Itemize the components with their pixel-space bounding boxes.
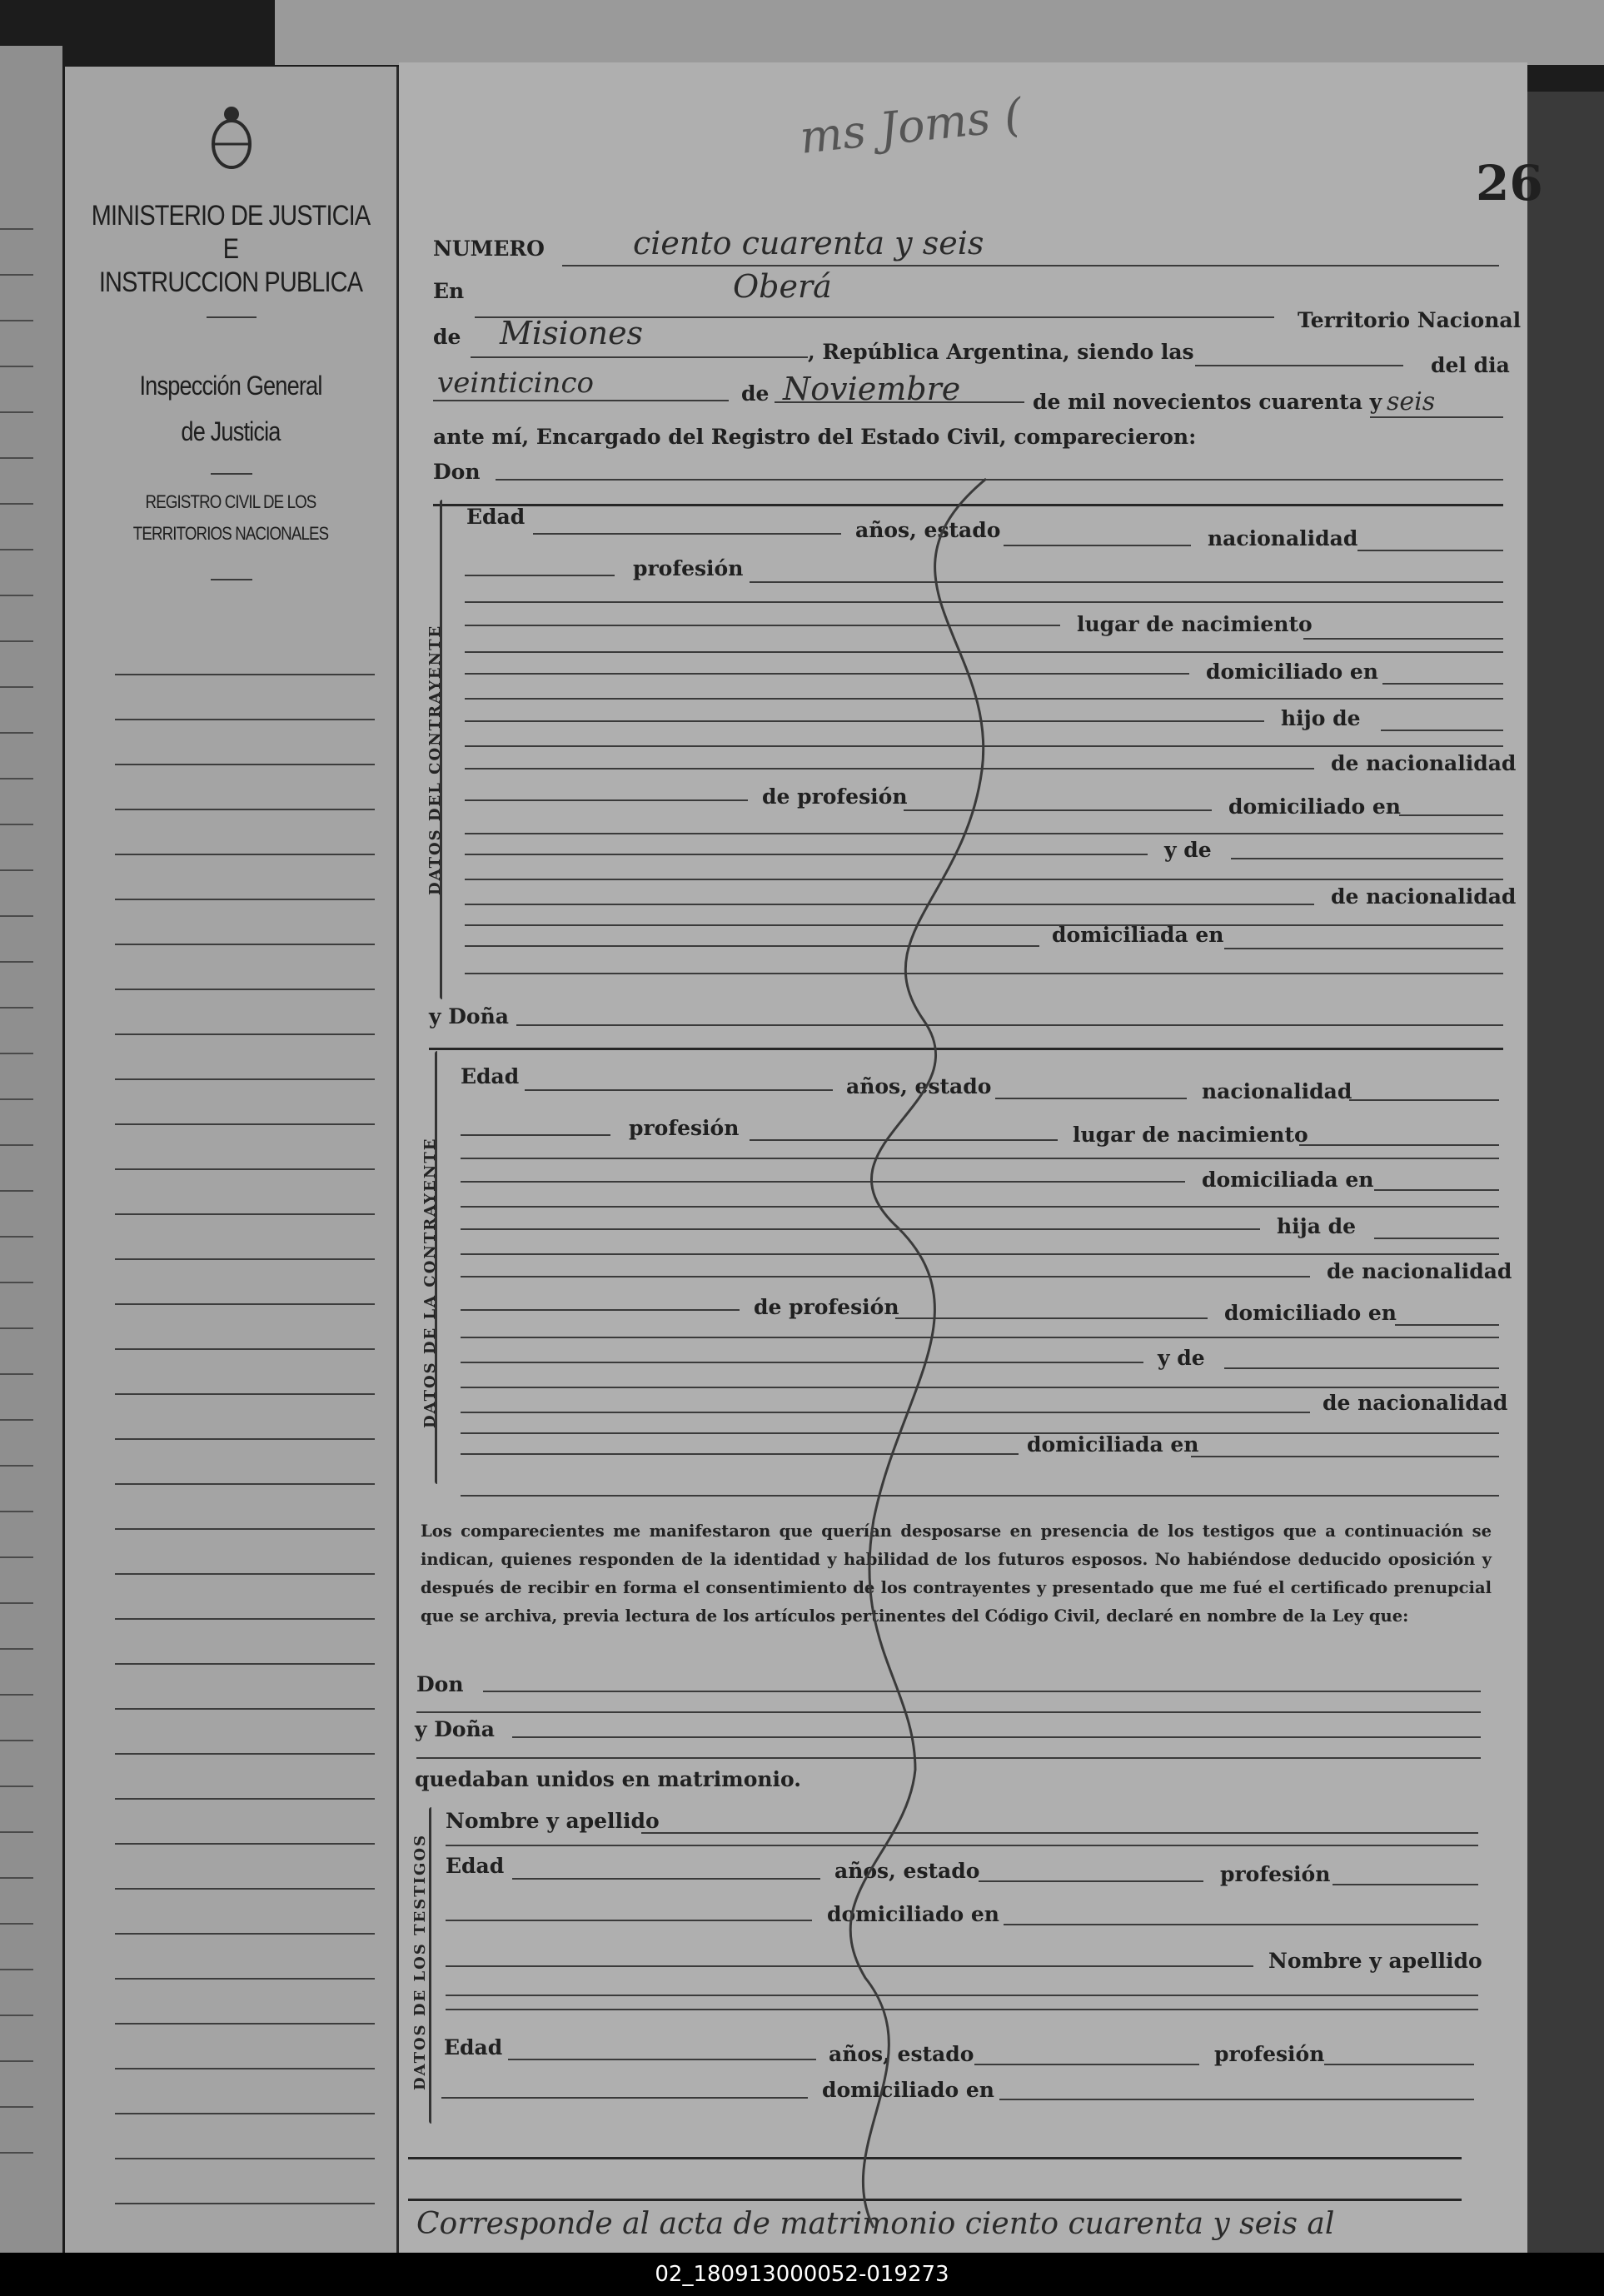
quedaban-label: quedaban unidos en matrimonio. xyxy=(415,1767,801,1791)
hija-de-label: hija de xyxy=(1277,1214,1357,1238)
hijo-de-label: hijo de xyxy=(1281,706,1361,730)
en-value: Oberá xyxy=(733,268,832,305)
bottom-handwritten-note: Corresponde al acta de matrimonio ciento cuarenta y seis al xyxy=(416,2207,1335,2241)
ministry-line-1: MINISTERIO DE JUSTICIA xyxy=(91,200,371,232)
testigo-anos-estado-label: años, estado xyxy=(834,1859,980,1883)
nacionalidad-label-2: nacionalidad xyxy=(1202,1079,1352,1103)
nombre-apellido-label: Nombre y apellido xyxy=(446,1809,660,1833)
domiciliado-en-label-2: domiciliado en xyxy=(1228,794,1401,819)
contrayente-side-label: DATOS DEL CONTRAYENTE xyxy=(426,624,444,895)
testigo-edad-label-2: Edad xyxy=(444,2035,503,2059)
profesion-label: profesión xyxy=(633,556,744,580)
de-nacionalidad-label-4: de nacionalidad xyxy=(1323,1391,1508,1415)
y-dona-label: y Doña xyxy=(429,1004,509,1028)
numero-value: ciento cuarenta y seis xyxy=(633,225,984,261)
inspection-line-2: de Justicia xyxy=(181,416,281,446)
left-header-panel xyxy=(65,67,399,2253)
domiciliada-en-label-3: domiciliada en xyxy=(1027,1432,1199,1457)
lugar-nacimiento-label-2: lugar de nacimiento xyxy=(1073,1123,1308,1147)
footer-caption: 02_180913000052-019273 xyxy=(0,2253,1604,2296)
page-right-edge xyxy=(1527,92,1604,2257)
inspection-line-1: Inspección General xyxy=(139,371,322,401)
de-nacionalidad-label: de nacionalidad xyxy=(1331,751,1517,775)
domiciliado-en-label-3: domiciliado en xyxy=(1224,1301,1397,1325)
registry-line-2: TERRITORIOS NACIONALES xyxy=(132,523,329,544)
de-profesion-label: de profesión xyxy=(762,784,908,809)
left-page-edge xyxy=(0,46,62,2253)
edad-label: Edad xyxy=(466,505,526,529)
ruled-lines xyxy=(65,650,396,2249)
republica-label: , República Argentina, siendo las xyxy=(808,340,1194,364)
nombre-apellido-label-2: Nombre y apellido xyxy=(1268,1949,1482,1973)
testigo-domiciliado-label: domiciliado en xyxy=(827,1902,999,1926)
testigos-side-label: DATOS DE LOS TESTIGOS xyxy=(411,1833,429,2090)
del-dia-label: del dia xyxy=(1431,353,1510,377)
edad-label-2: Edad xyxy=(461,1064,520,1088)
domiciliada-en-label: domiciliada en xyxy=(1052,923,1224,947)
lugar-nacimiento-label: lugar de nacimiento xyxy=(1077,612,1313,636)
dia-value: veinticinco xyxy=(437,366,594,400)
anio-value: seis xyxy=(1387,387,1436,416)
divider xyxy=(207,316,257,318)
registry-line-1: REGISTRO CIVIL DE LOS xyxy=(145,491,316,512)
territorio-label: Territorio Nacional xyxy=(1298,308,1522,332)
testigo-edad-label: Edad xyxy=(446,1854,505,1878)
de-label: de xyxy=(433,325,461,349)
y-de-label-2: y de xyxy=(1158,1346,1205,1370)
en-label: En xyxy=(433,279,465,303)
de-nacionalidad-label-2: de nacionalidad xyxy=(1331,884,1517,909)
testigo-anos-estado-label-2: años, estado xyxy=(829,2042,974,2066)
anos-estado-label: años, estado xyxy=(855,518,1001,542)
divider xyxy=(211,473,252,475)
page-number: 26 xyxy=(1476,155,1543,212)
domiciliada-en-label-2: domiciliada en xyxy=(1202,1168,1374,1192)
anos-estado-label-2: años, estado xyxy=(846,1074,992,1098)
mil-label: de mil novecientos cuarenta y xyxy=(1033,390,1382,414)
cancellation-squiggle xyxy=(399,62,1527,2253)
declaration-paragraph: Los comparecientes me manifestaron que querían desposarse en presencia de los testigos que a continuación se indican, quienes responden de la identidad y habilidad de los futuros esposos. No habiéndose deducido oposición y después de recibir en forma el consentimiento de los contrayentes y presentado que me fué el certificado prenupcial que se archiva, previa lectura de los artículos pertinentes del Código Civil, declaré en nombre de la Ley que: xyxy=(421,1522,1492,1626)
divider xyxy=(211,579,252,580)
don-label: Don xyxy=(433,460,481,484)
de-profesion-label-2: de profesión xyxy=(754,1295,899,1319)
de-mes-label: de xyxy=(741,381,770,406)
testigo-profesion-label: profesión xyxy=(1220,1862,1331,1886)
top-handwritten-annotation: ms Joms ( xyxy=(797,88,1024,164)
profesion-label-2: profesión xyxy=(629,1116,740,1140)
mes-value: Noviembre xyxy=(783,371,961,407)
ministry-line-3: INSTRUCCION PUBLICA xyxy=(98,266,363,298)
numero-label: NUMERO xyxy=(433,237,545,261)
result-dona-label: y Doña xyxy=(415,1717,495,1741)
coat-of-arms-emblem xyxy=(207,104,257,171)
ministry-line-2: E xyxy=(222,233,239,265)
de-nacionalidad-label-3: de nacionalidad xyxy=(1327,1259,1512,1283)
ante-label: ante mí, Encargado del Registro del Estado Civil, comparecieron: xyxy=(433,425,1197,449)
contrayenta-side-label: DATOS DE LA CONTRAYENTE xyxy=(421,1137,439,1428)
testigo-domiciliado-label-2: domiciliado en xyxy=(822,2078,994,2102)
domiciliado-en-label: domiciliado en xyxy=(1206,660,1378,684)
y-de-label: y de xyxy=(1164,838,1212,862)
provincia-value: Misiones xyxy=(500,315,644,351)
top-page-strip xyxy=(275,0,1604,65)
testigo-profesion-label-2: profesión xyxy=(1214,2042,1325,2066)
result-don-label: Don xyxy=(416,1672,464,1696)
nacionalidad-label: nacionalidad xyxy=(1208,526,1358,550)
